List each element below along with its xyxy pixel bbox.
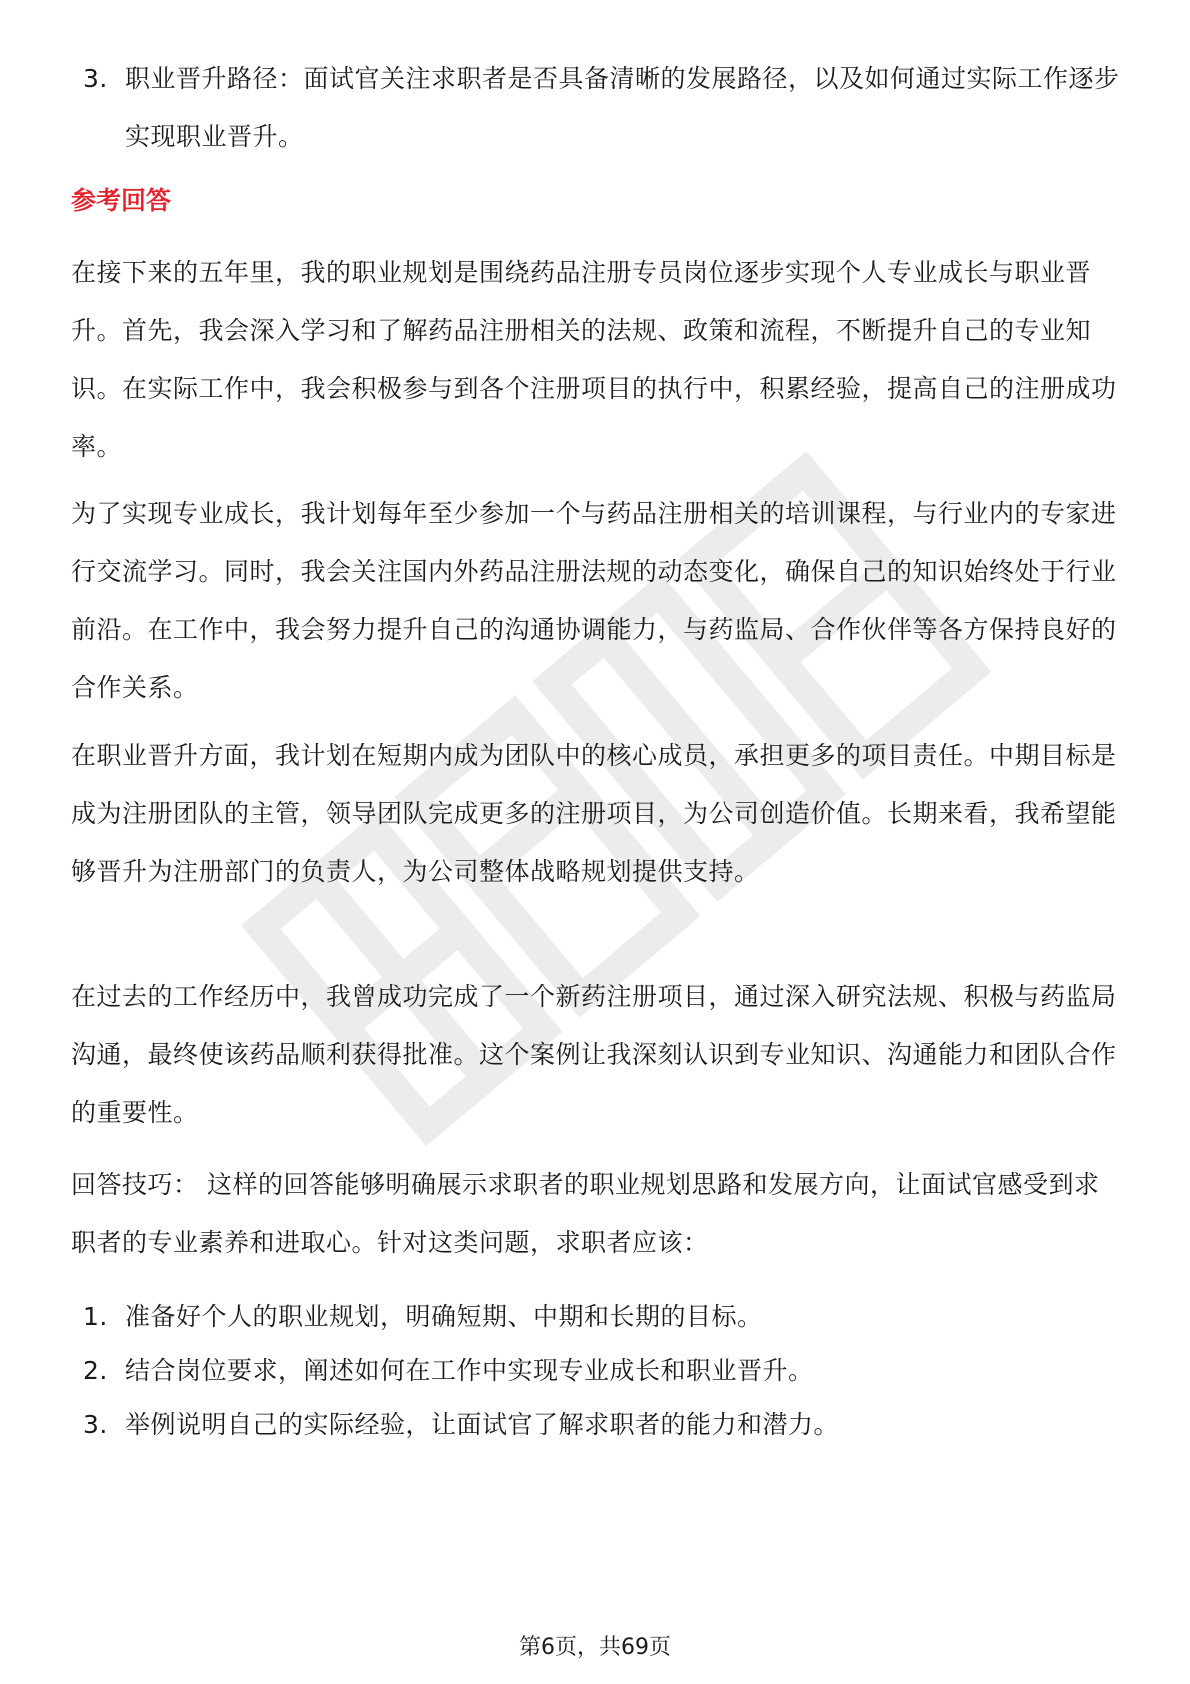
list-item-text: 准备好个人的职业规划，明确短期、中期和长期的目标。 xyxy=(125,1302,763,1331)
tip-item xyxy=(83,1288,1123,1346)
answer-paragraph-1: 在接下来的五年里，我的职业规划是围绕药品注册专员岗位逐步实现个人专业成长与职业晋升。首先，我会深入学习和了解药品注册相关的法规、政策和流程，不断提升自己的专业知识。在实际工作中，我会积极参与到各个注册项目的执行中，积累经验，提高自己的注册成功率。 xyxy=(71,258,1117,461)
list-number: 3. xyxy=(83,64,108,93)
answer-paragraph-2: 为了实现专业成长，我计划每年至少参加一个与药品注册相关的培训课程，与行业内的专家进行交流学习。同时，我会关注国内外药品注册法规的动态变化，确保自己的知识始终处于行业前沿。在工作中，我会努力提升自己的沟通协调能力，与药监局、合作伙伴等各方保持良好的合作关系。 xyxy=(71,499,1117,702)
tip-item xyxy=(83,1396,1123,1454)
tip-item xyxy=(83,1342,1123,1400)
answer-tips-intro: 回答技巧： 这样的回答能够明确展示求职者的职业规划思路和发展方向，让面试官感受到求职者的专业素养和进取心。针对这类问题，求职者应该： xyxy=(71,1170,1100,1257)
page-number-footer: 第6页，共69页 xyxy=(519,1635,671,1660)
list-number: 3. xyxy=(83,1410,108,1439)
list-number: 2. xyxy=(83,1356,108,1385)
list-item-career-path xyxy=(83,50,1123,166)
list-item-text: 结合岗位要求，阐述如何在工作中实现专业成长和职业晋升。 xyxy=(125,1356,814,1385)
list-item-text: 职业晋升路径：面试官关注求职者是否具备清晰的发展路径，以及如何通过实际工作逐步实现职业晋升。 xyxy=(125,64,1120,151)
section-heading: 参考回答 xyxy=(71,186,172,215)
list-number: 1. xyxy=(83,1302,108,1331)
answer-paragraph-3: 在职业晋升方面，我计划在短期内成为团队中的核心成员，承担更多的项目责任。中期目标是成为注册团队的主管，领导团队完成更多的注册项目，为公司创造价值。长期来看，我希望能够晋升为注册部门的负责人，为公司整体战略规划提供支持。 xyxy=(71,741,1117,886)
answer-paragraph-4: 在过去的工作经历中，我曾成功完成了一个新药注册项目，通过深入研究法规、积极与药监局沟通，最终使该药品顺利获得批准。这个案例让我深刻认识到专业知识、沟通能力和团队合作的重要性。 xyxy=(71,982,1117,1127)
list-item-text: 举例说明自己的实际经验，让面试官了解求职者的能力和潜力。 xyxy=(125,1410,840,1439)
